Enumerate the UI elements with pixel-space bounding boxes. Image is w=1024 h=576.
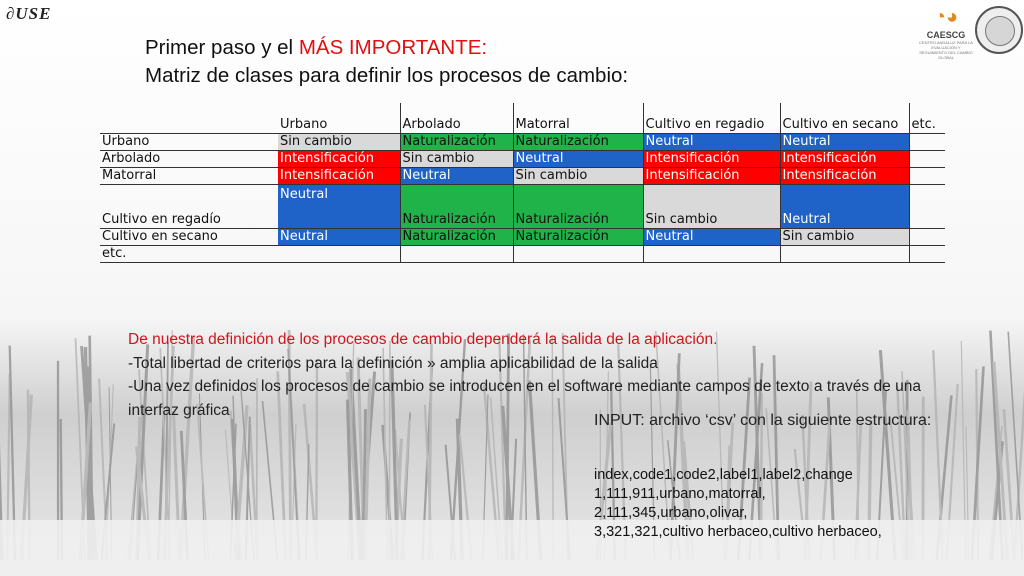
caescg-subtitle: CENTRO ANDALUZ PARA LA EVALUACIÓN Y SEGUIMIENTO DEL CAMBIO GLOBAL [919,40,973,60]
matrix-cell: Sin cambio [780,229,909,246]
column-header: Arbolado [400,103,513,134]
matrix-cell [643,246,780,263]
matrix-cell: Neutral [780,185,909,229]
title-line-1 [145,34,628,62]
row-label: Cultivo en regadío [100,185,278,229]
matrix-cell: Neutral [643,229,780,246]
csv-line: 3,321,321,cultivo herbaceo,cultivo herbaceo, [594,524,882,540]
table-corner-cell [100,103,278,134]
column-header: etc. [909,103,945,134]
row-label: Cultivo en secano [100,229,278,246]
table-row [100,151,945,168]
matrix-cell [278,246,400,263]
matrix-cell: Neutral [513,151,643,168]
change-matrix-table [100,103,945,263]
matrix-cell [780,246,909,263]
matrix-cell: Intensificación [278,168,400,185]
table-header-row [100,103,945,134]
title-line-2: Matriz de clases para definir los procesos de cambio: [145,64,629,87]
matrix-cell [909,134,945,151]
duse-logo: ∂USE [6,4,52,23]
row-label: Arbolado [100,151,278,168]
column-header: Cultivo en secano [780,103,909,134]
matrix-cell: Naturalización [513,185,643,229]
column-header: Matorral [513,103,643,134]
matrix-cell: Neutral [278,229,400,246]
csv-example [594,466,882,542]
column-header: Cultivo en regadio [643,103,780,134]
matrix-cell: Neutral [780,134,909,151]
table-row [100,134,945,151]
matrix-cell: Sin cambio [400,151,513,168]
matrix-cell: Naturalización [513,134,643,151]
title-highlight: MÁS IMPORTANTE: [298,36,488,59]
matrix-cell: Neutral [643,134,780,151]
description-line-1: De nuestra definición de los procesos de cambio dependerá la salida de la aplicación. [128,331,718,348]
description-line-2: -Total libertad de criterios para la definición » amplia aplicabilidad de la salida [128,354,658,372]
csv-line: 2,111,345,urbano,olivar, [594,505,748,521]
csv-line: index,code1,code2,label1,label2,change [594,467,853,483]
matrix-cell [513,246,643,263]
column-header: Urbano [278,103,400,134]
matrix-cell [909,185,945,229]
university-seal-icon [975,6,1023,54]
table-row [100,246,945,263]
matrix-cell: Intensificación [643,168,780,185]
matrix-cell [909,168,945,185]
matrix-cell: Intensificación [278,151,400,168]
row-label: Matorral [100,168,278,185]
matrix-cell: Sin cambio [513,168,643,185]
caescg-logo [918,6,974,58]
input-title: INPUT: archivo ‘csv’ con la siguiente estructura: [594,412,932,429]
seal-center [985,16,1015,46]
description-line-3: -Una vez definidos los procesos de cambio se introducen en el software mediante campos de texto a través de una interfaz gráfica [128,378,921,419]
matrix-cell [909,151,945,168]
matrix-cell: Sin cambio [643,185,780,229]
matrix-cell [400,246,513,263]
table-row [100,229,945,246]
description-text [128,328,921,422]
matrix-cell: Neutral [400,168,513,185]
matrix-cell: Naturalización [513,229,643,246]
matrix-cell: Intensificación [643,151,780,168]
matrix-cell: Naturalización [400,185,513,229]
matrix-cell: Neutral [278,185,400,229]
matrix-cell: Naturalización [400,134,513,151]
matrix-cell [909,229,945,246]
slide-title [145,34,628,90]
matrix-cell: Intensificación [780,151,909,168]
title-prefix: Primer paso y el [145,36,299,59]
caescg-name: CAESCG [926,30,966,40]
table-row [100,168,945,185]
matrix-cell [909,246,945,263]
matrix-cell: Sin cambio [278,134,400,151]
csv-line: 1,111,911,urbano,matorral, [594,486,766,502]
caescg-ring-icon: ◔◕ [933,6,959,28]
matrix-cell: Naturalización [400,229,513,246]
table-row [100,185,945,229]
row-label: Urbano [100,134,278,151]
matrix-cell: Intensificación [780,168,909,185]
row-label: etc. [100,246,278,263]
